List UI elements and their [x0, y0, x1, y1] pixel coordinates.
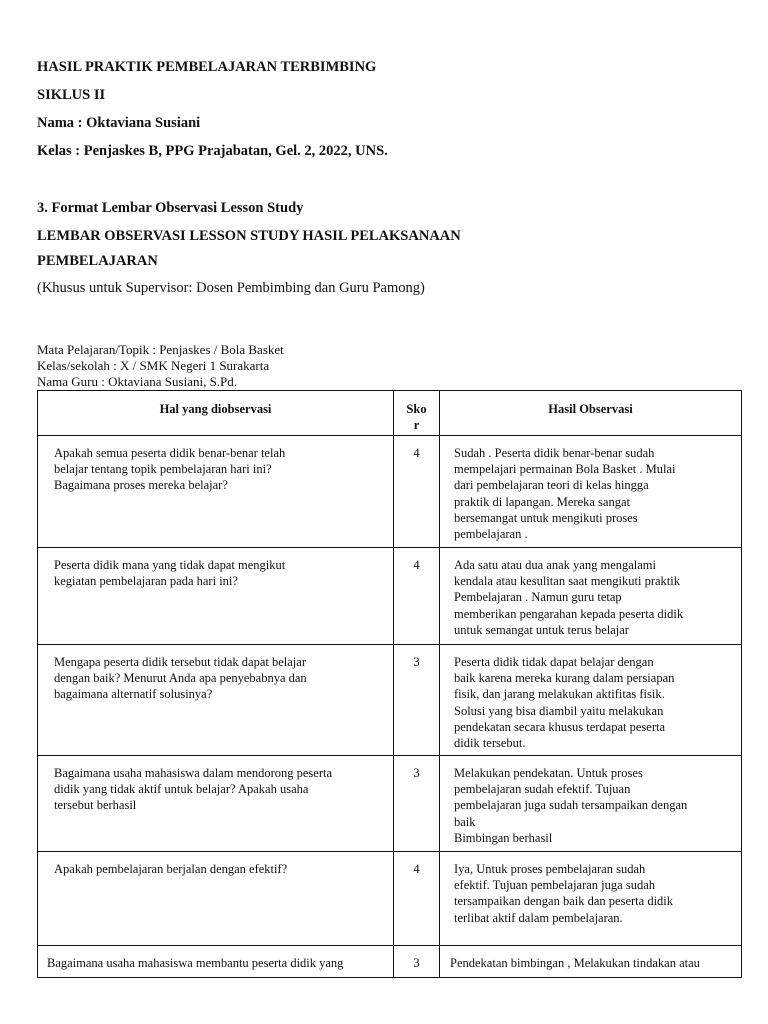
- supervisor-note: (Khusus untuk Supervisor: Dosen Pembimbing dan Guru Pamong): [37, 280, 425, 296]
- class-school: Kelas/sekolah : X / SMK Negeri 1 Surakarta: [37, 358, 270, 373]
- student-name: Nama : Oktaviana Susiani: [37, 115, 201, 131]
- table-row: [38, 436, 742, 548]
- result-cell: [440, 946, 742, 978]
- score-value: 4: [413, 558, 420, 572]
- header-score-label-1: Sko: [406, 402, 427, 416]
- header-score: [394, 391, 440, 436]
- question-text: Peserta didik mana yang tidak dapat mengikut kegiatan pembelajaran pada hari ini?: [54, 558, 286, 589]
- result-cell: [440, 548, 742, 645]
- question-text: Apakah semua peserta didik benar-benar telah belajar tentang topik pembelajaran hari ini? Bagaimana proses mereka belajar?: [54, 446, 286, 493]
- question-cell: [38, 756, 394, 852]
- score-value: 3: [413, 655, 420, 669]
- table-row: [38, 548, 742, 645]
- question-cell: [38, 946, 394, 978]
- question-text: Mengapa peserta didik tersebut tidak dapat belajar dengan baik? Menurut Anda apa penyebabnya dan bagaimana alternatif solusinya?: [54, 655, 307, 702]
- table-row: [38, 946, 742, 978]
- result-text: Sudah . Peserta didik benar-benar sudah mempelajari permainan Bola Basket . Mulai dari pembelajaran teori di kelas hingga praktik di lapangan. Mereka sangat bersemangat untuk mengikuti proses pembelajaran .: [454, 446, 676, 542]
- score-cell: [394, 548, 440, 645]
- section-title: 3. Format Lembar Observasi Lesson Study: [37, 200, 304, 216]
- table-row: [38, 645, 742, 756]
- table-row: [38, 852, 742, 946]
- question-text: Bagaimana usaha mahasiswa dalam mendorong peserta didik yang tidak aktif untuk belajar? Apakah usaha tersebut berhasil: [54, 766, 333, 813]
- cycle-label: SIKLUS II: [37, 87, 106, 103]
- class-info: Kelas : Penjaskes B, PPG Prajabatan, Gel. 2, 2022, UNS.: [37, 143, 388, 159]
- question-cell: [38, 852, 394, 946]
- score-cell: [394, 645, 440, 756]
- result-cell: [440, 436, 742, 548]
- header-observed: [38, 391, 394, 436]
- score-value: 3: [413, 766, 420, 780]
- result-cell: [440, 645, 742, 756]
- document-title: HASIL PRAKTIK PEMBELAJARAN TERBIMBING: [37, 59, 377, 75]
- result-cell: [440, 852, 742, 946]
- header-observed-label: Hal yang diobservasi: [159, 402, 272, 416]
- score-cell: [394, 436, 440, 548]
- question-cell: [38, 548, 394, 645]
- observation-table: [37, 390, 742, 978]
- header-result-label: Hasil Observasi: [548, 402, 633, 416]
- score-cell: [394, 946, 440, 978]
- score-cell: [394, 756, 440, 852]
- result-text: Pendekatan bimbingan , Melakukan tindakan atau: [450, 956, 700, 970]
- table-header-row: [38, 391, 742, 436]
- table-row: [38, 756, 742, 852]
- question-cell: [38, 436, 394, 548]
- result-text: Peserta didik tidak dapat belajar dengan baik karena mereka kurang dalam persiapan fisik, dan jarang melakukan aktifitas fisik. Solusi yang bisa diambil yaitu melakukan pendekatan secara khusus terdapat peserta didik tersebut.: [454, 655, 675, 751]
- question-text: Apakah pembelajaran berjalan dengan efektif?: [54, 862, 288, 876]
- score-value: 4: [413, 862, 420, 876]
- question-text: Bagaimana usaha mahasiswa membantu peserta didik yang: [47, 956, 344, 970]
- sheet-title-line1: LEMBAR OBSERVASI LESSON STUDY HASIL PELAKSANAAN: [37, 228, 461, 244]
- result-text: Ada satu atau dua anak yang mengalami kendala atau kesulitan saat mengikuti praktik Pembelajaran . Namun guru tetap memberikan pengarahan kepada peserta didik untuk semangat untuk terus belajar: [454, 558, 684, 637]
- score-cell: [394, 852, 440, 946]
- score-value: 4: [413, 446, 420, 460]
- subject-topic: Mata Pelajaran/Topik : Penjaskes / Bola Basket: [37, 342, 284, 357]
- score-value: 3: [413, 956, 420, 970]
- question-cell: [38, 645, 394, 756]
- header-result: [440, 391, 742, 436]
- header-score-label-2: r: [413, 418, 420, 433]
- teacher-name: Nama Guru : Oktaviana Susiani, S.Pd.: [37, 374, 238, 389]
- result-text: Melakukan pendekatan. Untuk proses pembelajaran sudah efektif. Tujuan pembelajaran juga sudah tersampaikan dengan baik Bimbingan berhasil: [454, 766, 688, 845]
- result-cell: [440, 756, 742, 852]
- sheet-title-line2: PEMBELAJARAN: [37, 253, 158, 269]
- result-text: Iya, Untuk proses pembelajaran sudah efektif. Tujuan pembelajaran juga sudah tersampaikan dengan baik dan peserta didik terlibat aktif dalam pembelajaran.: [454, 862, 674, 925]
